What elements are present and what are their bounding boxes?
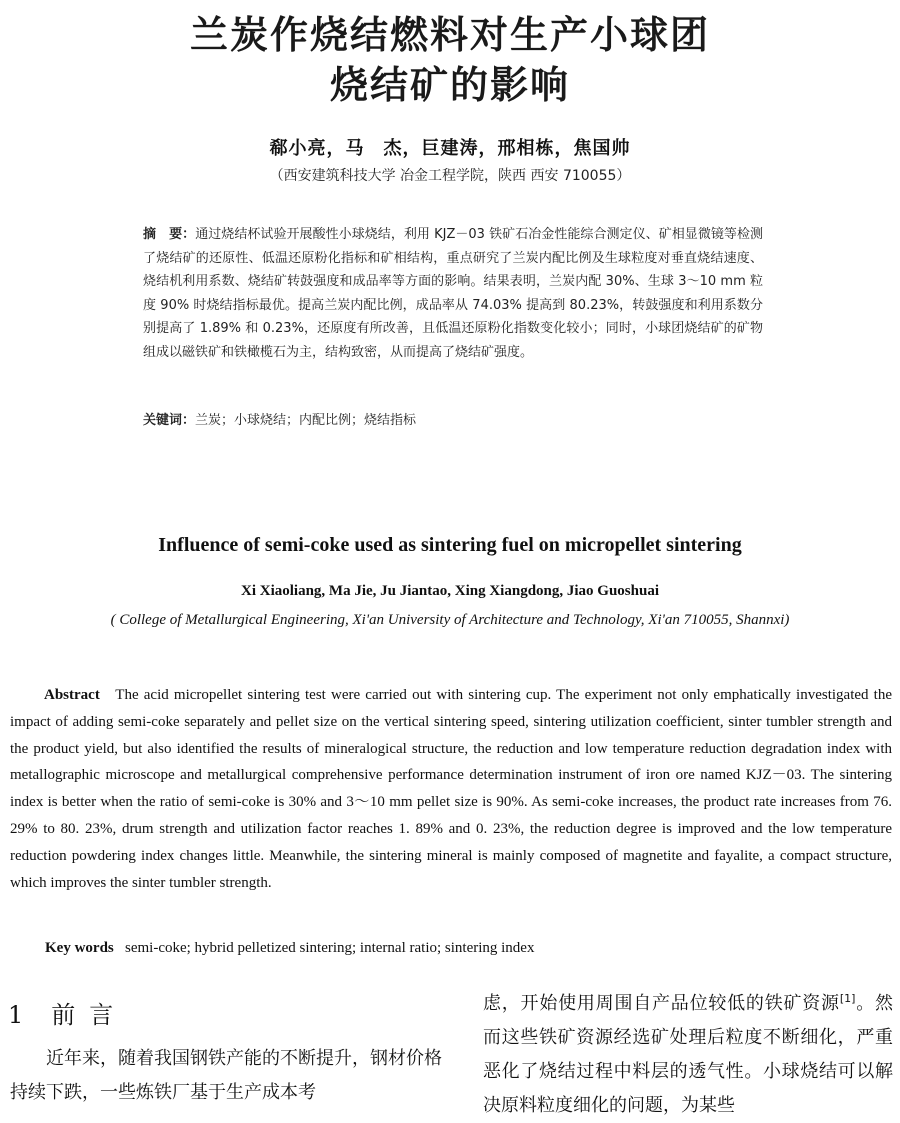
keywords-cn-text: 兰炭；小球烧结；内配比例；烧结指标 bbox=[195, 413, 417, 428]
keywords-cn bbox=[143, 409, 763, 428]
section-name: 前言 bbox=[51, 1001, 128, 1029]
citation-ref: [1] bbox=[839, 992, 856, 1005]
paper-title-line1: 兰炭作烧结燃料对生产小球团 bbox=[189, 13, 710, 57]
body-text-right-column bbox=[483, 982, 893, 1123]
keywords-en-label: Key words bbox=[45, 940, 114, 956]
body-right-text-cont: 。然而这些铁矿资源经选矿处理后粒度不断细化，严重恶化了烧结过程中料层的透气性。小球烧结可以解决原料粒度细化的问题，为某些 bbox=[483, 993, 893, 1116]
section-number: 1 bbox=[8, 1001, 26, 1029]
paper-title-en: Influence of semi-coke used as sintering fuel on micropellet sintering bbox=[158, 534, 742, 556]
abstract-cn bbox=[143, 223, 763, 364]
paper-title-line2: 烧结矿的影响 bbox=[329, 63, 570, 107]
body-text-left-column: 近年来，随着我国钢铁产能的不断提升，钢材价格持续下跌，一些炼铁厂基于生产成本考 bbox=[10, 1048, 442, 1103]
keywords-en-text: semi-coke; hybrid pelletized sintering; internal ratio; sintering index bbox=[125, 940, 535, 956]
abstract-cn-text: 通过烧结杯试验开展酸性小球烧结，利用 KJZ－03 铁矿石冶金性能综合测定仪、矿相显微镜等检测了烧结矿的还原性、低温还原粉化指标和矿相结构，重点研究了兰炭内配比例及生球粒度对垂直烧结速度、烧结机利用系数、烧结矿转鼓强度和成品率等方面的影响。结果表明，兰炭内配 30%、生球 3～10 mm 粒度 90% 时烧结指标最优。提高兰炭内配比例，成品率从 74.03% 提高到 80.23%，转鼓强度和利用系数分别提高了 1.89% 和 0.23%，还原度有所改善，且低温还原粉化指数变化较小；同时，小球团烧结矿的矿物组成以磁铁矿和铁橄榄石为主，结构致密，从而提高了烧结矿强度。 bbox=[143, 227, 763, 360]
authors-cn: 郗小亮，马 杰，巨建涛，邢相栋，焦国帅 bbox=[269, 138, 631, 159]
authors-en: Xi Xiaoliang, Ma Jie, Ju Jiantao, Xing Xiangdong, Jiao Guoshuai bbox=[241, 583, 659, 599]
keywords-en bbox=[45, 940, 885, 957]
body-right-text: 虑，开始使用周围自产品位较低的铁矿资源 bbox=[483, 993, 840, 1014]
keywords-cn-label: 关键词： bbox=[143, 413, 196, 428]
abstract-cn-label: 摘 要： bbox=[143, 227, 196, 242]
section-heading bbox=[8, 995, 127, 1030]
abstract-en bbox=[10, 682, 892, 896]
abstract-en-label: Abstract bbox=[44, 687, 100, 703]
affiliation-cn: （西安建筑科技大学 冶金工程学院，陕西 西安 710055） bbox=[269, 168, 631, 184]
affiliation-en: ( College of Metallurgical Engineering, Xi'an University of Architecture and Technology, Xi'an 710055, Shannxi) bbox=[110, 612, 790, 628]
abstract-en-text: The acid micropellet sintering test were carried out with sintering cup. The experiment not only emphatically investigated the impact of adding semi-coke separately and pellet size on the vertical sintering speed, sintering utilization coefficient, sinter tumbler strength and the product yield, but also identified the results of mineralogical structure, the reduction and low temperature reduction degradation index with metallographic microscope and metallurgical comprehensive performance determination instrument of iron ore named KJZ－03. The sintering index is better when the ratio of semi-coke is 30% and 3～10 mm pellet size is 90%. As semi-coke increases, the product rate increases from 76. 29% to 80. 23%, drum strength and utilization factor reaches 1. 89% and 0. 23%, the reduction degree is improved and the low temperature reduction powdering index changes little. Meanwhile, the sintering mineral is mainly composed of magnetite and fayalite, a compact structure, which improves the sinter tumbler strength. bbox=[10, 687, 892, 891]
